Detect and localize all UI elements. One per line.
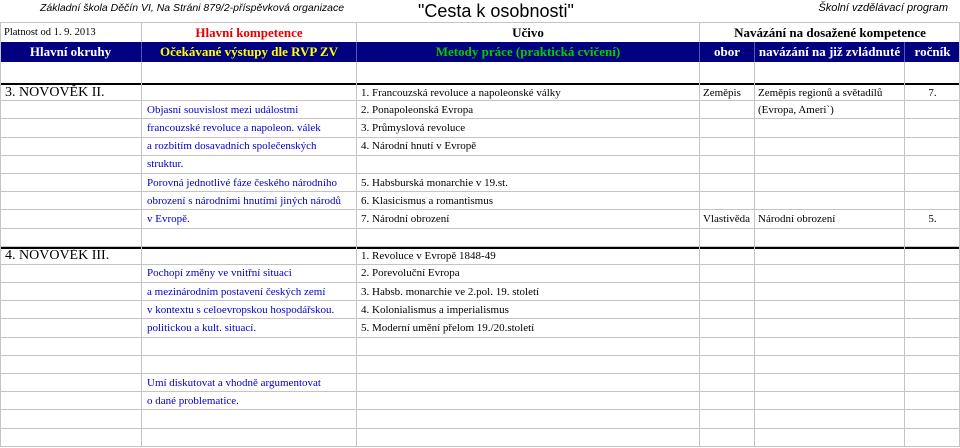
table-row	[0, 192, 960, 210]
outcome-cell: o dané problematice.	[147, 394, 239, 407]
table-row	[0, 210, 960, 228]
table-row	[0, 319, 960, 337]
topic-cell: 2. Ponapoleonská Evropa	[361, 103, 474, 116]
column-divider	[754, 62, 755, 447]
subject-cell: Zeměpis	[703, 86, 741, 99]
column-divider	[141, 62, 142, 447]
document-header	[0, 0, 960, 22]
table-row	[0, 174, 960, 192]
topic-cell: 3. Habsb. monarchie ve 2.pol. 19. století	[361, 285, 540, 298]
area-cell: 3. NOVOVĚK II.	[5, 84, 105, 100]
column-header-grade: ročník	[914, 44, 951, 59]
table-row	[0, 265, 960, 283]
column-header-row	[0, 42, 960, 62]
program-name: "Cesta k osobnosti"	[418, 1, 574, 21]
topic-cell: 6. Klasicismus a romantismus	[361, 194, 493, 207]
table-row	[0, 119, 960, 137]
table-row	[0, 410, 960, 428]
outcome-cell: v Evropě.	[147, 212, 190, 225]
meta-row	[0, 22, 960, 42]
table-row	[0, 229, 960, 247]
table-row	[0, 338, 960, 356]
table-row	[0, 101, 960, 119]
outcome-cell: Objasní souvislost mezi událostmi	[147, 103, 299, 116]
outcome-cell: Umí diskutovat a vhodně argumentovat	[147, 376, 321, 389]
column-header-expected-outcomes: Očekávané výstupy dle RVP ZV	[142, 42, 357, 62]
table-row	[0, 156, 960, 174]
topic-cell: 4. Národní hnutí v Evropě	[361, 140, 477, 153]
topic-cell: 7. Národní obrození	[361, 212, 450, 225]
topic-cell: 2. Porevoluční Evropa	[361, 267, 460, 280]
topic-cell: 3. Průmyslová revoluce	[361, 121, 466, 134]
area-cell: 4. NOVOVĚK III.	[5, 248, 110, 264]
table-row	[0, 301, 960, 319]
outcome-cell: Porovná jednotlivé fáze českého národního	[147, 176, 337, 189]
table-row	[0, 138, 960, 156]
column-divider	[699, 62, 700, 447]
grade-cell: 5.	[928, 212, 937, 225]
subject-cell: Vlastivěda	[703, 212, 751, 225]
outcome-cell: a mezinárodním postavení českých zemí	[147, 285, 326, 298]
curriculum-heading: Učivo	[357, 23, 700, 42]
topic-cell: 4. Kolonialismus a imperialismus	[361, 303, 509, 316]
outcome-cell: politickou a kult. situací.	[147, 322, 257, 335]
outcome-cell: francouzské revoluce a napoleon. válek	[147, 121, 321, 134]
builds-on-cell: Zeměpis regionů a světadílů	[758, 86, 883, 99]
column-divider	[904, 62, 905, 447]
column-divider	[356, 62, 357, 447]
builds-on-cell: Národní obrození	[758, 212, 836, 225]
outcome-cell: struktur.	[147, 158, 184, 171]
program-type: Školní vzdělávací program	[818, 2, 948, 14]
topic-cell: 1. Francouzská revoluce a napoleonské války	[361, 86, 561, 99]
column-header-subject: obor	[700, 42, 755, 62]
table-row	[0, 83, 960, 101]
competences-heading: Hlavní kompetence	[142, 23, 357, 42]
table-row	[0, 356, 960, 374]
column-header-builds-on: navázání na již zvládnuté	[755, 42, 905, 62]
topic-cell: 1. Revoluce v Evropě 1848-49	[361, 250, 496, 263]
topic-cell: 5. Habsburská monarchie v 19.st.	[361, 176, 508, 189]
table-row	[0, 374, 960, 392]
table-row	[0, 392, 960, 410]
column-header-methods: Metody práce (praktická cvičení)	[357, 42, 700, 62]
column-header-main-areas: Hlavní okruhy	[0, 42, 142, 62]
table-row	[0, 283, 960, 301]
outcome-cell: v kontextu s celoevropskou hospodářskou.	[147, 303, 335, 316]
outcome-cell: obrození s národními hnutími jiných národů	[147, 194, 341, 207]
topic-cell: 5. Moderní umění přelom 19./20.století	[361, 322, 535, 335]
curriculum-table	[0, 83, 960, 447]
table-row	[0, 247, 960, 265]
grade-cell: 7.	[928, 86, 937, 99]
builds-on-cell: (Evropa, Ameri`)	[758, 103, 834, 116]
outcome-cell: a rozbitím dosavadních společenských	[147, 140, 317, 153]
links-heading: Navázání na dosažené kompetence	[734, 24, 926, 40]
school-name: Základní škola Děčín VI, Na Stráni 879/2-příspěvková organizace	[40, 2, 345, 14]
outcome-cell: Pochopí změny ve vnitřní situaci	[147, 267, 292, 280]
validity-date: Platnost od 1. 9. 2013	[0, 23, 142, 42]
table-row	[0, 429, 960, 447]
